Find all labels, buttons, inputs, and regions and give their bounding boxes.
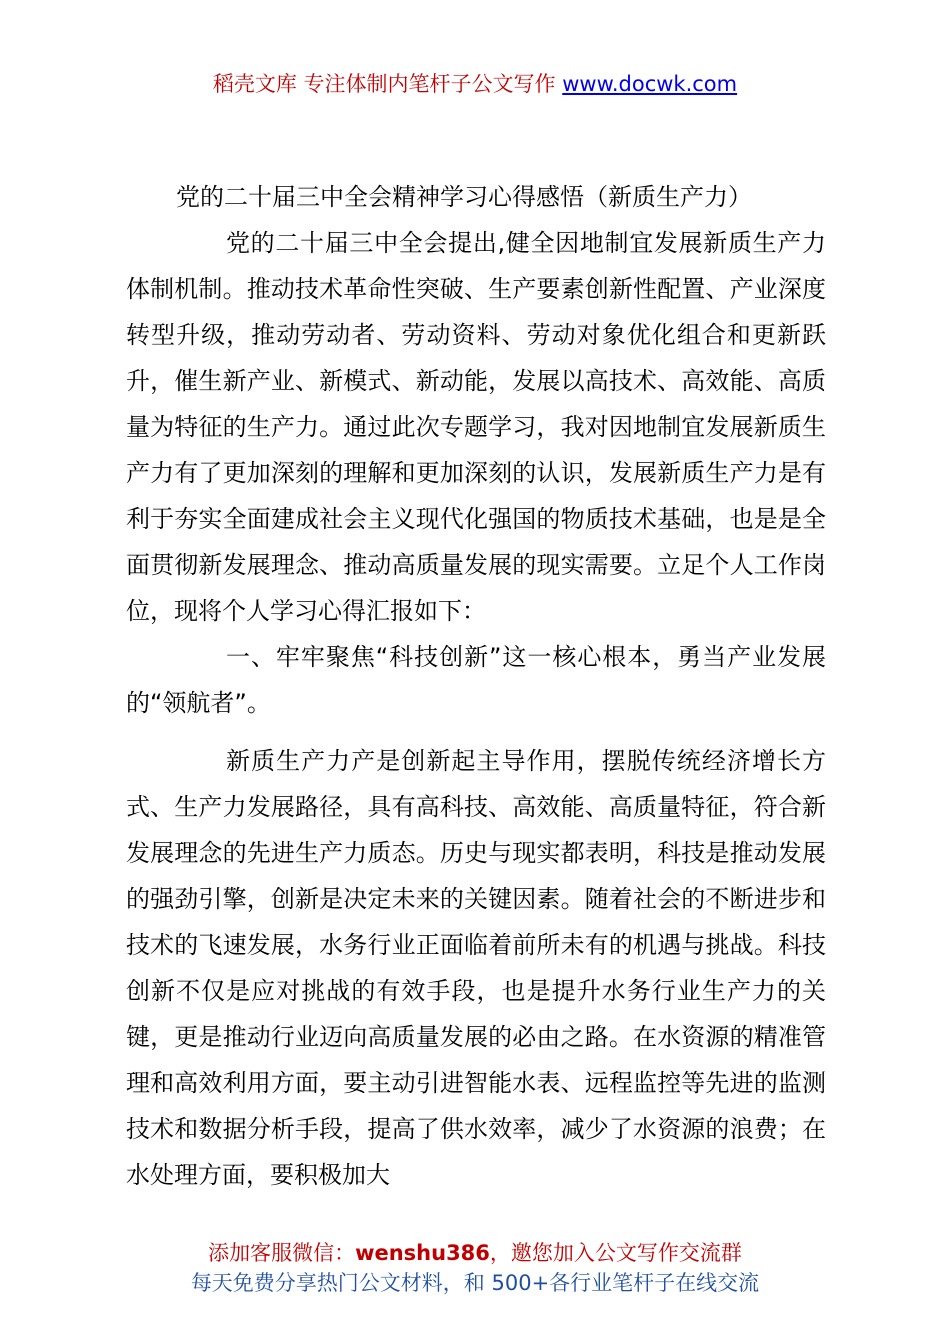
promo-footer xyxy=(0,1238,950,1298)
footer-wechat-suffix: ，邀您加入公文写作交流群 xyxy=(489,1241,742,1265)
footer-wechat-id: wenshu386 xyxy=(355,1241,490,1265)
header-site-text: 稻壳文库 专注体制内笔杆子公文写作 xyxy=(212,72,556,96)
watermark-header xyxy=(0,70,950,98)
section-heading-1: 一、牢牢聚焦“科技创新”这一核心根本，勇当产业发展的“领航者”。 xyxy=(126,643,826,717)
footer-line-1 xyxy=(0,1238,950,1268)
header-url-link[interactable]: www.docwk.com xyxy=(562,72,738,96)
paragraph-section-1: 新质生产力产是创新起主导作用，摆脱传统经济增长方式、生产力发展路径，具有高科技、高效能、高质量特征，符合新发展理念的先进生产力质态。历史与现实都表明，科技是推动发展的强劲引擎，创新是决定未来的关键因素。随着社会的不断进步和技术的飞速发展，水务行业正面临着前所未有的机遇与挑战。科技创新不仅是应对挑战的有效手段，也是提升水务行业生产力的关键，更是推动行业迈向高质量发展的必由之路。在水资源的精准管理和高效利用方面，要主动引进智能水表、远程监控等先进的监测技术和数据分析手段，提高了供水效率，减少了水资源的浪费；在水处理方面，要积极加大 xyxy=(126,747,826,1189)
document-body xyxy=(126,174,826,1198)
document-title: 党的二十届三中全会精神学习心得感悟（新质生产力） xyxy=(176,183,752,211)
footer-line-2: 每天免费分享热门公文材料，和 500+各行业笔杆子在线交流 xyxy=(190,1271,760,1295)
footer-wechat-prefix: 添加客服微信： xyxy=(208,1241,356,1265)
paragraph-intro: 党的二十届三中全会提出,健全因地制宜发展新质生产力体制机制。推动技术革命性突破、生产要素创新性配置、产业深度转型升级，推动劳动者、劳动资料、劳动对象优化组合和更新跃升，催生新产业、新模式、新动能，发展以高技术、高效能、高质量为特征的生产力。通过此次专题学习，我对因地制宜发展新质生产力有了更加深刻的理解和更加深刻的认识，发展新质生产力是有利于夯实全面建成社会主义现代化强国的物质技术基础，也是是全面贯彻新发展理念、推动高质量发展的现实需要。立足个人工作岗位，现将个人学习心得汇报如下： xyxy=(126,229,826,625)
